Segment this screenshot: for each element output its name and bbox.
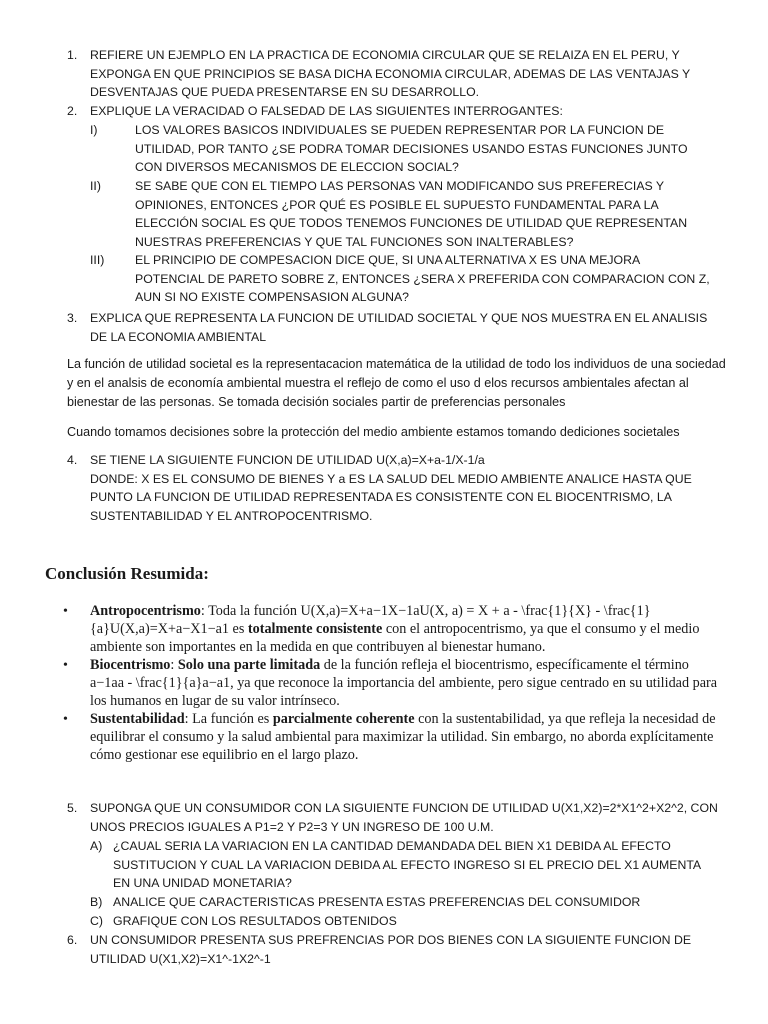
question-5-sub-b [90, 893, 720, 912]
biocentrismo-term: Biocentrismo [90, 657, 171, 673]
bullet-1-marker: • [63, 604, 68, 619]
question-1 [67, 46, 727, 102]
question-2-sub-iii [90, 251, 710, 307]
biocentrismo-text-2: de la función refleja el biocentrismo, específicamente el término a−1aa - \frac{1}{a}a−a1, ya que reconoce la importancia del ambiente, pero sigue centrado en su utilidad para los humanos en lugar de su valor intrínseco. [90, 657, 718, 709]
sub-iii-text: EL PRINCIPIO DE COMPESACION DICE QUE, SI UNA ALTERNATIVA X ES UNA MEJORA POTENCIAL DE PARETO SOBRE Z, ENTONCES ¿SERA X PREFERIDA CON COMPARACION CON Z, AUN SI NO EXISTE COMPENSASION ALGUNA? [135, 253, 710, 305]
question-6 [67, 931, 727, 968]
question-5 [67, 799, 727, 836]
sub-a-number: A) [90, 839, 103, 853]
question-1-text: REFIERE UN EJEMPLO EN LA PRACTICA DE ECONOMIA CIRCULAR QUE SE RELAIZA EN EL PERU, Y EXPONGA EN QUE PRINCIPIOS SE BASA DICHA ECONOMIA CIRCULAR, ADEMAS DE LAS VENTAJAS Y DESVENTAJAS QUE PUEDA PRESENTARSE EN SU DESARROLLO. [90, 48, 690, 100]
sub-ii-text: SE SABE QUE CON EL TIEMPO LAS PERSONAS VAN MODIFICANDO SUS PREFERECIAS Y OPINIONES, ENTONCES ¿POR QUÉ ES POSIBLE EL SUPUESTO FUNDAMENTAL PARA LA ELECCIÓN SOCIAL ES QUE TODOS TENEMOS FUNCIONES DE UTILIDAD QUE REPRESENTAN NUESTRAS PREFERENCIAS Y QUE TAL FUNCIONES SON INALTERABLES? [135, 179, 688, 249]
conclusion-title: Conclusión Resumida: [45, 564, 209, 583]
question-5-number: 5. [67, 801, 78, 815]
question-4-line-1: SE TIENE LA SIGUIENTE FUNCION DE UTILIDAD U(X,a)=X+a-1/X-1/a [90, 453, 485, 467]
question-5-text: SUPONGA QUE UN CONSUMIDOR CON LA SIGUIENTE FUNCION DE UTILIDAD U(X1,X2)=2*X1^2+X2^2, CON UNOS PRECIOS IGUALES A P1=2 Y P2=3 Y UN INGRESO DE 100 U.M. [90, 801, 718, 834]
answer-3-paragraph-1: La función de utilidad societal es la representacacion matemática de la utilidad de todo los individuos de una sociedad y en el analsis de economía ambiental muestra el reflejo de como el uso d elos recursos ambientales afectan al bienestar de las personas. Se tomada decisión sociales partir de preferencias personales [67, 357, 726, 409]
question-1-number: 1. [67, 48, 78, 62]
bullet-2-marker: • [63, 658, 68, 673]
biocentrismo-strong: Solo una parte limitada [177, 657, 321, 673]
bullet-biocentrismo [90, 657, 720, 710]
sub-c-number: C) [90, 914, 103, 928]
sustentabilidad-text-1: : La función es [184, 711, 273, 727]
sub-ii-number: II) [90, 179, 101, 193]
sub-i-text: LOS VALORES BASICOS INDIVIDUALES SE PUEDEN REPRESENTAR POR LA FUNCION DE UTILIDAD, POR TANTO ¿SE PODRA TOMAR DECISIONES USANDO ESTAS FUNCIONES JUNTO CON DIVERSOS MECANISMOS DE ELECCION SOCIAL? [135, 123, 688, 175]
question-3-text: EXPLICA QUE REPRESENTA LA FUNCION DE UTILIDAD SOCIETAL Y QUE NOS MUESTRA EN EL ANALISIS DE LA ECONOMIA AMBIENTAL [90, 311, 708, 344]
question-2-sub-i [90, 121, 710, 177]
bullet-sustentabilidad [90, 711, 720, 764]
sub-i-number: I) [90, 123, 98, 137]
sustentabilidad-text-2: con la sustentabilidad, ya que refleja la necesidad de equilibrar el consumo y la salud ambiental para maximizar la utilidad. Sin embargo, no aborda explícitamente cómo gestionar ese equilibrio en el largo plazo. [90, 711, 716, 763]
sub-a-text: ¿CAUAL SERIA LA VARIACION EN LA CANTIDAD DEMANDADA DEL BIEN X1 DEBIDA AL EFECTO SUSTITUCION Y CUAL LA VARIACION DEBIDA AL EFECTO INGRESO SI EL PRECIO DEL X1 AUMENTA EN UNA UNIDAD MONETARIA? [113, 839, 701, 891]
sustentabilidad-term: Sustentabilidad [90, 711, 185, 727]
question-3-number: 3. [67, 311, 78, 325]
antropocentrismo-strong: totalmente consistente [247, 620, 383, 637]
bullet-antropocentrismo [90, 603, 720, 656]
question-2-sub-ii [90, 177, 710, 251]
antropocentrismo-term: Antropocentrismo [90, 603, 201, 619]
sub-iii-number: III) [90, 253, 105, 267]
question-3 [67, 309, 727, 346]
question-4-line-2: DONDE: X ES EL CONSUMO DE BIENES Y a ES LA SALUD DEL MEDIO AMBIENTE ANALICE HASTA QUE PUNTO LA FUNCION DE UTILIDAD REPRESENTADA ES CONSISTENTE CON EL BIOCENTRISMO, LA SUSTENTABILIDAD Y EL ANTROPOCENTRISMO. [90, 471, 692, 523]
biocentrismo-text-1: : [170, 657, 178, 673]
question-4 [67, 451, 727, 525]
sub-b-number: B) [90, 895, 103, 909]
question-2 [67, 102, 727, 121]
question-5-sub-a [90, 837, 720, 893]
sustentabilidad-strong: parcialmente coherente [272, 711, 415, 727]
antropocentrismo-text-2: con el antropocentrismo, ya que el consumo y el medio ambiente son importantes en la medida en que contribuyen al bienestar humano. [90, 620, 700, 655]
question-2-number: 2. [67, 104, 78, 118]
question-6-number: 6. [67, 933, 78, 947]
question-2-text: EXPLIQUE LA VERACIDAD O FALSEDAD DE LAS SIGUIENTES INTERROGANTES: [90, 104, 563, 118]
question-4-number: 4. [67, 453, 78, 467]
question-5-sub-c [90, 912, 720, 931]
answer-3-paragraph-2: Cuando tomamos decisiones sobre la protección del medio ambiente estamos tomando dediciones societales [67, 425, 680, 439]
sub-c-text: GRAFIQUE CON LOS RESULTADOS OBTENIDOS [113, 914, 397, 928]
bullet-3-marker: • [63, 712, 68, 727]
antropocentrismo-text-1: : Toda la función U(X,a)=X+a−1X−1aU(X, a) = X + a - \frac{1}{X} - \frac{1}{a}U(X,a)=X+a−X1−a1 es [90, 603, 651, 637]
question-6-text: UN CONSUMIDOR PRESENTA SUS PREFRENCIAS POR DOS BIENES CON LA SIGUIENTE FUNCION DE UTILIDAD U(X1,X2)=X1^-1X2^-1 [90, 933, 692, 966]
sub-b-text: ANALICE QUE CARACTERISTICAS PRESENTA ESTAS PREFERENCIAS DEL CONSUMIDOR [113, 895, 641, 909]
